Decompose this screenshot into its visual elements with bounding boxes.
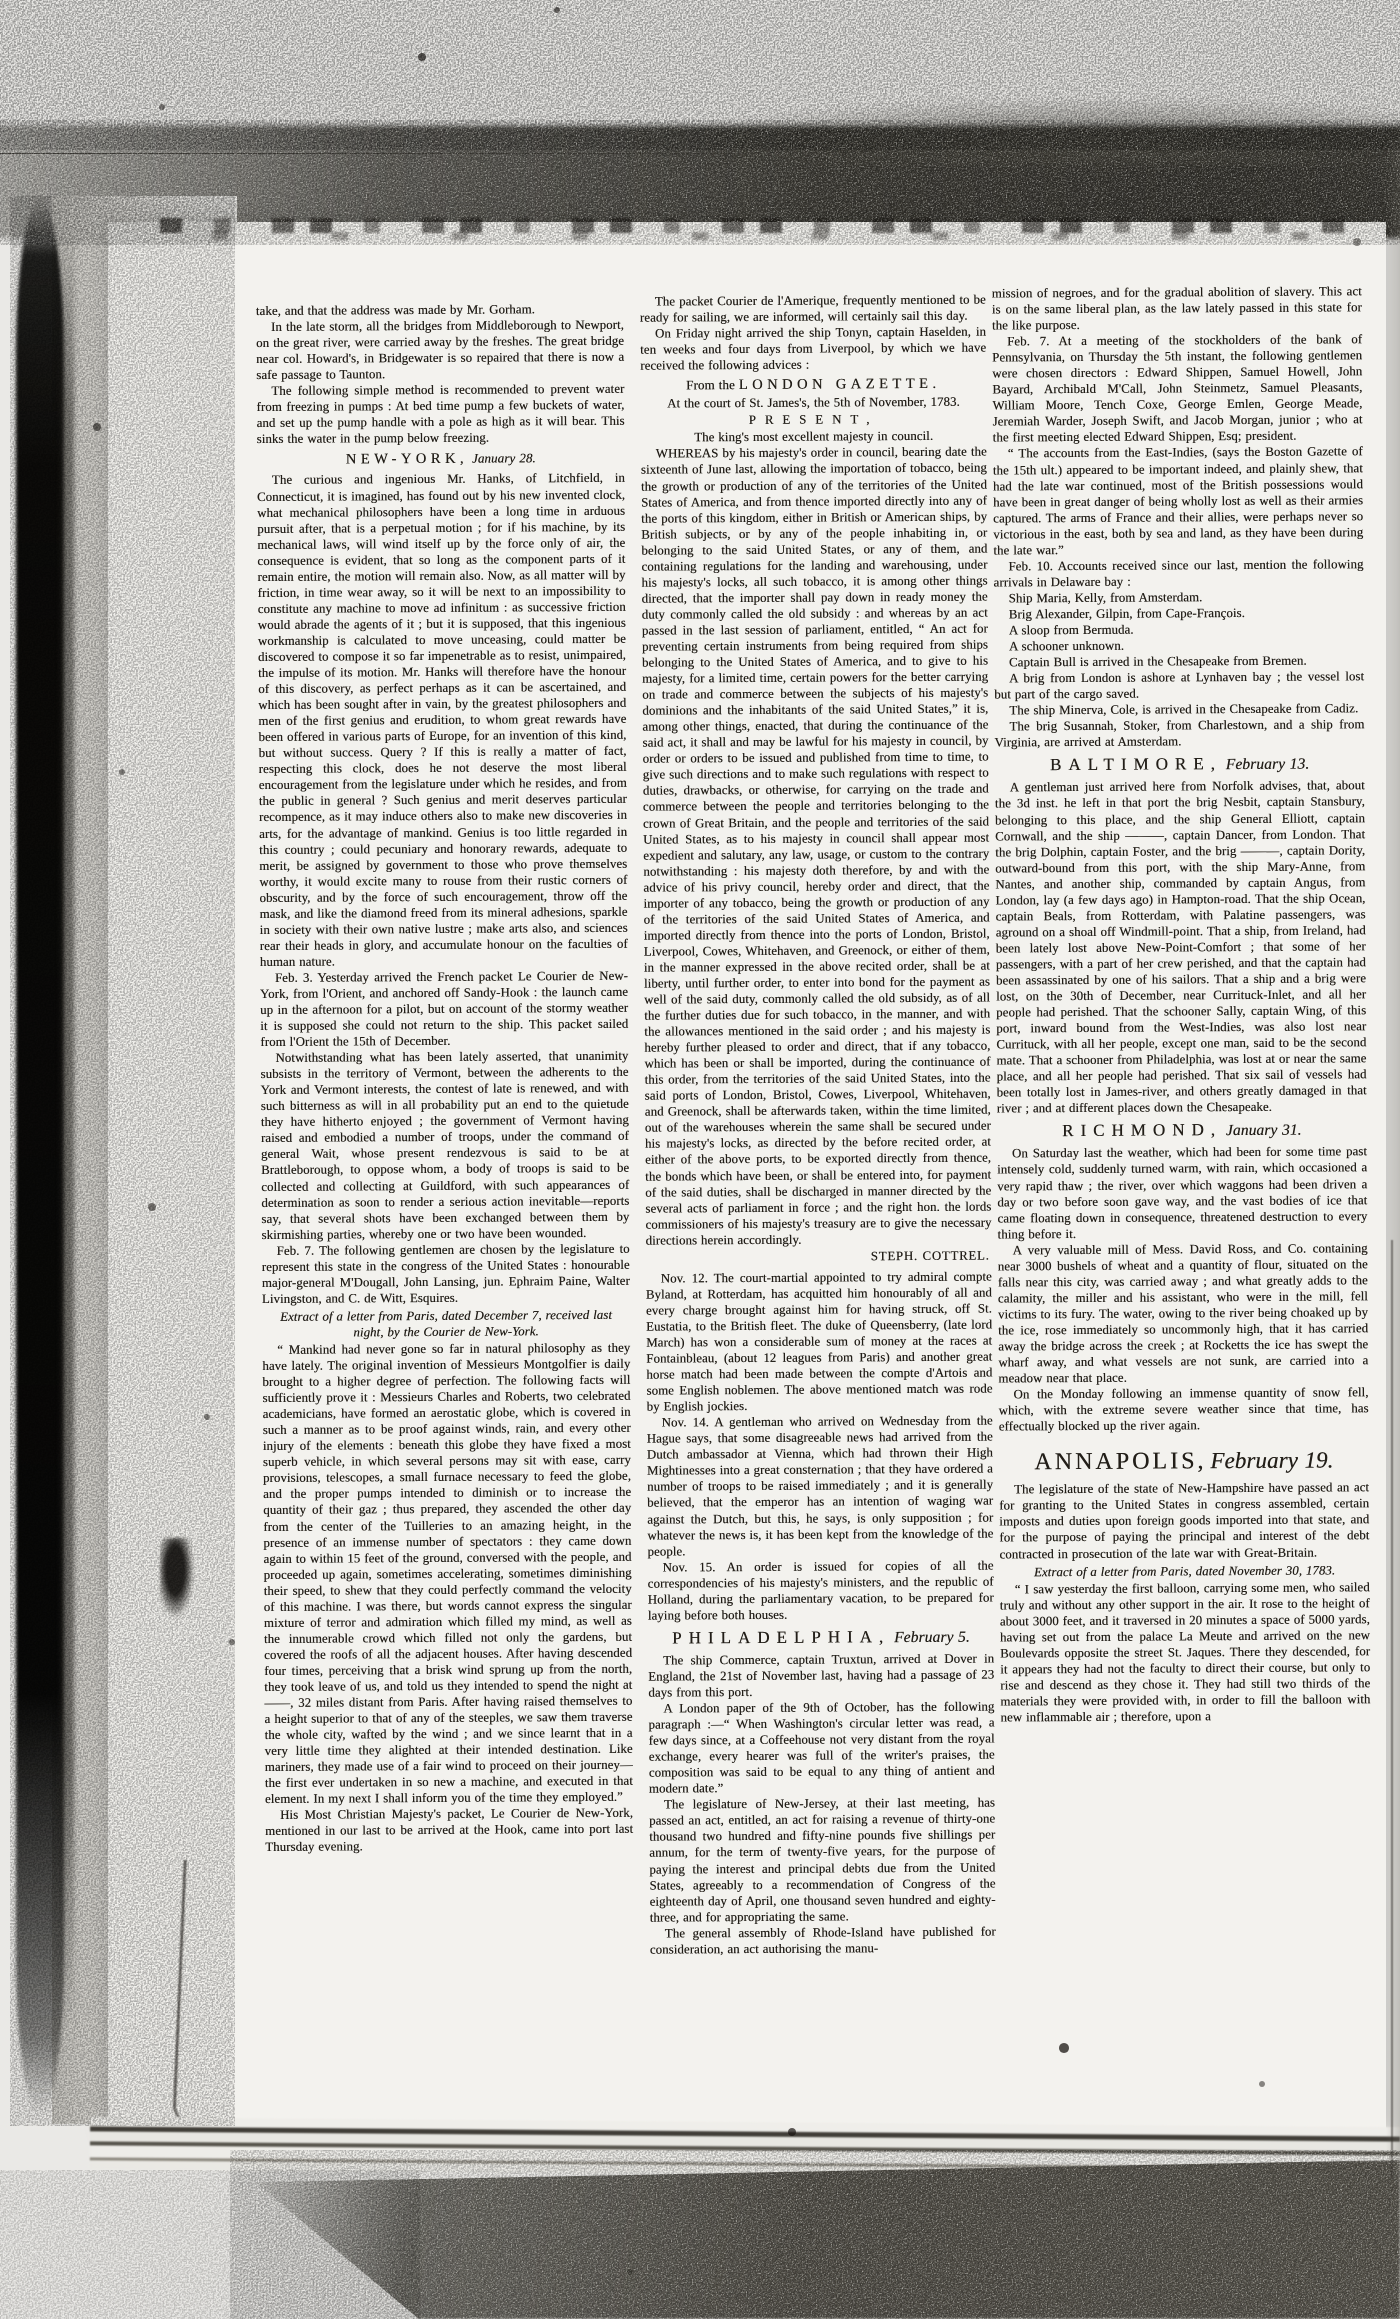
article-italic: Extract of a letter from Paris, dated December 7, received last night, by the Courier de New-York. bbox=[280, 1307, 612, 1340]
article-para: In the late storm, all the bridges from Middleborough to Newport, on the great river, were carried away by the freshes. The great bridge near col. Howard's, in Bridgewater is so repaired that there is now a safe passage to Taunton. bbox=[256, 317, 625, 383]
page-content bbox=[103, 218, 1393, 2138]
ink-blot bbox=[160, 1538, 194, 1618]
heading-city: BALTIMORE, bbox=[1049, 754, 1222, 775]
article-dateline-lg bbox=[648, 1628, 994, 1647]
article-para: Captain Bull is arrived in the Chesapeake from Bremen. bbox=[1008, 653, 1307, 670]
heading-date: January 31. bbox=[1225, 1122, 1302, 1140]
article-ship: A sloop from Bermuda. bbox=[1008, 622, 1134, 638]
article-para: On the Monday following an immense quantity of snow fell, which, with the extreme severe weather since that time, has effectually blocked up the river again. bbox=[998, 1385, 1369, 1434]
article-ship: A schooner unknown. bbox=[1008, 638, 1125, 654]
article-center: At the court of St. James's, the 5th of November, 1783. bbox=[667, 394, 960, 411]
newspaper-column-middle bbox=[640, 292, 996, 1958]
heading-city: RICHMOND, bbox=[1062, 1120, 1223, 1141]
heading-city: LONDON GAZETTE. bbox=[738, 376, 941, 394]
article-para: “ I saw yesterday the first balloon, carrying some men, who sailed truly and without any other support in the air. It rose to the height of about 3000 feet, and it traversed in 20 minutes a space of 5000 yards, having set out from the palace La Meute and arrived on the new Boulevards opposite the street St. Jaques. There they descended, for it appears they had not the faculty to direct their course, but only to rise and descend as they chose it. They had still two thirds of the materials they were provided with, in order to fill the balloon with new inflammable air ; therefore, upon a bbox=[999, 1579, 1371, 1725]
heading-city: ANNAPOLIS, bbox=[1034, 1448, 1207, 1476]
article-para: The legislature of the state of New-Hampshire have passed an act for granting to the United States in congress assembled, certain imposts and duties upon foreign goods imported into that state, and for the purpose of paying the principal and interest of the debt contracted in prosecution of the late war with Great-Britain. bbox=[999, 1480, 1370, 1561]
article-dateline bbox=[257, 450, 625, 468]
article-ship: Brig Alexander, Gilpin, from Cape-François. bbox=[1008, 605, 1245, 622]
heading-city: PHILADELPHIA, bbox=[672, 1626, 891, 1648]
article-para: A London paper of the 9th of October, has the following paragraph :—“ When Washington's circular letter was read, a few days since, at a Coffeehouse not very distant from the royal exchange, every hearer was full of the writer's praises, the composition was said to be equal to any thing of antient and modern date.” bbox=[648, 1699, 995, 1796]
heading-date: January 28. bbox=[471, 450, 536, 467]
article-para: WHEREAS by his majesty's order in council, bearing date the sixteenth of June last, allowing the importation of tobacco, being the growth or production of any of the territories of the United States of America, and from thence imported directly into any of the ports of this kingdom, either in British or American ships, by British subjects, or by any of the people inhabiting in, or belonging to the said United States, or any of them, and containing regulations for the landing and warehousing, under his majesty's locks, all such tobacco, it is among other things directed, that the importer shall pay down in ready money the duty commonly called the old subsidy : and whereas by an act passed in the last session of parliament, entitled, “ An act for preventing certain instruments from being required from ships belonging to the United States of America, and to give to his majesty, for a limited time, certain powers for the better carrying on trade and commerce between the subjects of his majesty's dominions and the inhabitants of the said United States,” it is, among other things, enacted, that during the continuance of the said act, it shall and may be lawful for his majesty in council, by order or orders to be issued and published from time to time, to give such directions and to make such regulations with respect to duties, drawbacks, or otherwise, for carrying on the trade and commerce between the people and territories belonging to the crown of Great Britain, and the people and territories of the said United States, as to his majesty in council shall appear most expedient and salutary, any law, usage, or custom to the contrary notwithstanding : his majesty doth therefore, by and with the advice of his privy council, hereby order and direct, that the importer of any tobacco, being the growth or production of any of the territories of the said United States of America, and imported directly from thence into the ports of London, Bristol, Liverpool, Cowes, Whitehaven, and Greenock, or either of them, in the manner expressed in the above recited order, shall be at liberty, until further order, to enter into bond for the payment as well of the said duty, commonly called the old subsidy, as of all the further duties due for such tobacco, in the manner, and with the allowances mentioned in the said order ; and his majesty is hereby further pleased to order and direct, that if any tobacco, which has been or shall be imported, during the continuance of this order, from the territories of the said United States, into the said ports of London, Bristol, Cowes, Liverpool, Whitehaven, and Greenock, shall be afterwards taken, within the time limited, out of the warehouses wherein the same shall be secured under his majesty's locks, as directed by the before recited order, at either of the above ports, to be exported directly from thence, the bonds which have been, or shall be entered into, for payment of the said duties, shall be discharged in manner directed by the several acts of parliament in force ; and the right hon. the lords commissioners of his majesty's treasury are to give the necessary directions herein accordingly. bbox=[640, 444, 992, 1248]
newspaper-column-left bbox=[256, 301, 633, 1856]
article-para: Feb. 3. Yesterday arrived the French packet Le Courier de New-York, from l'Orient, and anchored off Sandy-Hook : the launch came up in the afternoon for a pilot, but on account of the stormy weather it is supposed she could not return to the ship. This packet sailed from l'Orient the 15th of December. bbox=[259, 968, 629, 1050]
heading-pre: From the bbox=[686, 377, 735, 393]
article-para: The brig Susannah, Stoker, from Charlestown, and a ship from Virginia, are arrived at Amsterdam. bbox=[994, 717, 1365, 750]
article-dateline-xl bbox=[999, 1447, 1369, 1476]
newspaper-column-right bbox=[992, 283, 1371, 1725]
article-para: The legislature of New-Jersey, at their last meeting, has passed an act, entitled, an act for raising a revenue of thirty-one thousand two hundred and fifty-nine pounds five shillings per annum, for the term of twenty-five years, for the purpose of paying the interest and principal debts due from the United States, agreeably to a recommendation of Congress of the eighteenth day of April, one thousand seven hundred and eighty-three, and for appropriating the same. bbox=[649, 1795, 996, 1925]
article-cont: take, and that the address was made by Mr. Gorham. bbox=[255, 302, 535, 318]
article-spread: PRESENT, bbox=[748, 412, 879, 428]
article-cont: mission of negroes, and for the gradual abolition of slavery. This act is on the same liberal plan, as the law lately passed in this state for the like purpose. bbox=[991, 284, 1362, 333]
article-para: The packet Courier de l'Amerique, frequently mentioned to be ready for sailing, we are informed, will certainly sail this day. bbox=[639, 292, 986, 325]
article-italic: Extract of a letter from Paris, dated November 30, 1783. bbox=[1033, 1562, 1336, 1579]
article-para: A very valuable mill of Mess. David Ross, and Co. containing near 3000 bushels of wheat and a quantity of flour, situated on the falls near this city, was carried away ; and what greatly adds to the calamity, the miller and his assistant, who were in the mill, fell victims to its fury. The water, owing to the river being choaked up by the ice, rose immediately so uncommonly high, that it has carried away the bridge across the creek ; at Rocketts the ice has swept the wharf away, and what vessels are not sunk, are carried into a meadow near that place. bbox=[997, 1240, 1369, 1386]
dust-specks bbox=[0, 0, 4, 4]
book-bottom-edge-shadow bbox=[232, 2160, 1400, 2319]
article-para: Feb. 10. Accounts received since our last, mention the following arrivals in Delaware bay : bbox=[993, 557, 1364, 590]
article-para: “ Mankind had never gone so far in natural philosophy as they have lately. The original invention of Messieurs Montgolfier is daily brought to a higher degree of perfection. The following facts will sufficiently prove it : Messieurs Charles and Roberts, two celebrated academicians, have formed an aerostatic globe, which is covered in such a manner as to be proof against winds, rain, and every other injury of the elements : beneath this globe they have fixed a most superb vehicle, in which several persons may sit with ease, carry provisions, telescopes, a small furnace necessary to feed the globe, and the proper pumps intended to diminish or to increase the quantity of their gaz ; thus prepared, they ascended the other day from the center of the Tuilleries to an amazing height, in the presence of an immense number of spectators : they came down again to within 15 feet of the ground, conversed with the people, and proceeded up again, sometimes accelerating, sometimes diminishing their speed, to shew that they could perfectly command the velocity of this machine. I was there, but words cannot express the singular mixture of terror and admiration which filled my mind, as well as the innumerable crowd which filled not only the gardens, but covered the roofs of all the adjacent houses. After having descended four times, perceiving that a brisk wind sprung up from the north, they took leave of us, and told us they intended to spend the night at ——, 32 miles distant from Paris. After having raised themselves to a height superior to that of any of the steeples, we saw them traverse the whole city, wafted by the wind ; and we since learnt that in a very little time they alighted at their intended destination. Like mariners, they made use of a fair wind to proceed on their journey—the first ever undertaken in so new a machine, and executed in that element. In my next I shall inform you of the time they employed.” bbox=[262, 1340, 633, 1807]
article-para: The curious and ingenious Mr. Hanks, of Litchfield, in Connecticut, it is imagined, has found out by his new invented clock, what mechanical philosophers have been a long time in arduous pursuit after, that is a perpetual motion ; for if his machine, by its mechanical laws, will wind itself up by the force only of air, the consequence is evident, that so long as the component parts of it remain entire, the motion will remain also. Now, as all matter will by friction, in time wear away, so it will be next to an impossibility to constitute any machine to move ad infinitum : as successive friction would abrade the agents of it ; but it is supposed, that this ingenious workmanship is calculated to move unceasing, could matter be discovered to compose it so far impenetrable as to resist, unimpaired, the impulse of its motion. Mr. Hanks will therefore have the honour of this discovery, as perfect perhaps as it can be ascertained, and which has been sought after in vain, by the greatest philosophers and men of the first genius and erudition, to whom great rewards have been offered in various parts of Europe, for an invention of this kind, but without success. Query ? If this is really a matter of fact, respecting this clock, does he not deserve the most liberal encouragement from the legislature under which he resides, and from the public in general ? Such genius and merit deserves particular recompence, as it may induce others also to make new discoveries in arts, for the advantage of mankind. Genius is too little regarded in this country ; could pecuniary and honorary rewards, adequate to merit, be assigned by government to those who prove themselves worthy, it would excite many to rouse from their rustic corners of obscurity, and by the force of such encouragement, throw off the mask, and like the diamond freed from its mineral adhesions, sparkle in society with their own native lustre ; make arts also, and sciences rear their heads in glory, and accumulate honour on the faculties of human nature. bbox=[256, 471, 628, 969]
article-center: The king's most excellent majesty in council. bbox=[694, 429, 934, 445]
article-para: On Saturday last the weather, which had been for some time past intensely cold, suddenly turned warm, with rain, which occasioned a very rapid thaw ; the river, over which waggons had been driven a day or two before soon gave way, and the vast bodies of ice that came floating down in consequence, threatened destruction to every thing before it. bbox=[997, 1144, 1368, 1242]
heading-date: February 5. bbox=[894, 1628, 970, 1646]
article-para: The ship Minerva, Cole, is arrived in the Chesapeake from Cadiz. bbox=[1009, 701, 1359, 718]
article-dateline-lg bbox=[997, 1122, 1367, 1141]
article-para: On Friday night arrived the ship Tonyn, captain Haselden, in ten weeks and four days from Liverpool, by which we have received the following advices : bbox=[640, 324, 987, 373]
article-para: Nov. 15. An order is issued for copies of all the correspondencies of his majesty's ministers, and the republic of Holland, during the parliamentary vacation, to be prepared for laying before both houses. bbox=[647, 1558, 994, 1623]
heading-city: NEW-YORK, bbox=[345, 451, 469, 468]
article-para: His Most Christian Majesty's packet, Le Courier de New-York, mentioned in our last to be arrived at the Hook, came into port last Thursday evening. bbox=[265, 1806, 634, 1855]
article-dateline-lg bbox=[995, 756, 1365, 775]
article-para: Notwithstanding what has been lately asserted, that unanimity subsists in the territory of Vermont, between the adherents to the York and Vermont interests, the contest of late is renewed, and with such bitterness as will in all probability put an end to the quietude they have hitherto enjoyed ; the government of Vermont having raised and embodied a number of troops, under the command of general Wait, whose present rendezvous is said to be at Brattleborough, to oppose whom, a body of troops is said to be collected and collecting at Guildford, with such appearances of determination as soon to render a serious action inevitable—reports say, that several shots have been exchanged between them by skirmishing parties, whereby one or two have been wounded. bbox=[260, 1048, 630, 1242]
article-para: The ship Commerce, captain Truxtun, arrived at Dover in England, the 21st of November last, having had a passage of 23 days from this port. bbox=[648, 1651, 995, 1700]
article-sig: STEPH. COTTREL. bbox=[870, 1248, 990, 1264]
article-para: Nov. 14. A gentleman who arrived on Wednesday from the Hague says, that some disagreeable news had arrived from the Dutch ambassador at Vienna, which had thrown their High Mightinesses into a great consternation ; that they have ordered a number of troops to be raised immediately ; and it is generally believed, that the emperor has an intention of waging war against the Dutch, but this, he says, is only supposition ; for whatever the news is, it has been kept from the knowledge of the people. bbox=[646, 1413, 994, 1559]
article-para: Feb. 7. At a meeting of the stockholders of the bank of Pennsylvania, on Thursday the 5th instant, the following gentlemen were chosen directors : Edward Shippen, Samuel Howell, John Bayard, Archibald M'Call, John Steinmetz, Samuel Pleasants, William Moore, Tench Coxe, George Emlen, George Meade, Jeremiah Warder, Joseph Swift, and Jacob Morgan, junior ; who at the first meeting elected Edward Shippen, Esq; president. bbox=[992, 332, 1363, 445]
article-para: The general assembly of Rhode-Island have published for consideration, an act authorising the manu- bbox=[649, 1924, 996, 1957]
right-edge-shade bbox=[1386, 140, 1400, 2180]
book-binding-crease bbox=[60, 230, 74, 2030]
article-para: Nov. 12. The court-martial appointed to try admiral compte Byland, at Rotterdam, has acquitted him honourably of all and every charge brought against him for having struck, off St. Eustatia, to the British fleet. The duke of Queensberry, (late lord March) has won a considerable sum of money at the races at Fontainbleau, (about 12 leagues from Paris) and another great horse match had been made between the compte d'Artois and some English noblemen. The above mentioned match was rode by English jockies. bbox=[645, 1269, 993, 1414]
article-gazette bbox=[640, 376, 986, 394]
heading-date: February 19. bbox=[1210, 1447, 1334, 1474]
article-para: “ The accounts from the East-Indies, (says the Boston Gazette of the 15th ult.) appeared to be important indeed, and plainly shew, that had the late war continued, most of the British possessions would have been in great danger of being wholly lost as well as their armies captured. The arms of France and their allies, were perhaps never so victorious in the east, both by sea and land, as they have been during the late war.” bbox=[992, 444, 1364, 558]
article-para: A brig from London is ashore at Lynhaven bay ; the vessel lost but part of the cargo saved. bbox=[994, 669, 1365, 702]
heading-date: February 13. bbox=[1225, 755, 1310, 774]
article-para: A gentleman just arrived here from Norfolk advises, that, about the 3d inst. he left in that port the brig Nesbit, captain Stansbury, belonging to this place, and the ship General Elliott, captain Cornwall, and the ship ———, captain Dancer, from London. That the brig Dolphin, captain Foster, and the brig ———, captain Dority, outward-bound from this port, with the ship Mary-Anne, from Nantes, and another ship, commanded by captain Angus, from London, lay (a few days ago) in Hampton-road. That the ship Ocean, captain Beals, from Rotterdam, with Palatine passengers, was aground on a shoal off Windmill-point. That a ship, from Ireland, had been lately lost above New-Point-Comfort ; that some of her passengers, with a part of her crew perished, and that the captain had been assassinated by one of his sailors. That a ship and a brig were lost, on the 30th of December, near Currituck-Inlet, and all her people had perished. That the schooner Sally, captain Wing, of this port, inward bound from the West-Indies, was also lost near Currituck, with all her people, except one man, said to be the second mate. That a schooner from Philadelphia, was lost at or near the same place, and all her people had perished. That six sail of vessels had been totally lost in James-river, and others greatly damaged in that river ; and at different places down the Chesapeake. bbox=[994, 778, 1367, 1116]
book-binding-shadow bbox=[16, 198, 64, 2116]
article-ship: Ship Maria, Kelly, from Amsterdam. bbox=[1008, 590, 1203, 606]
newspaper-page bbox=[108, 222, 1386, 2134]
article-para: Feb. 7. The following gentlemen are chosen by the legislature to represent this state in the congress of the United States : honourable major-general M'Dougall, John Lansing, jun. Ephraim Paine, Walter Livingston, and C. de Witt, Esquires. bbox=[261, 1241, 630, 1306]
book-top-edge-shadow-blob bbox=[620, 96, 1400, 166]
article-para: The following simple method is recommended to prevent water from freezing in pumps : At bed time pump a few buckets of water, and set up the pump handle with a pole as high as it will bear. This sinks the water in the pump below freezing. bbox=[256, 381, 625, 447]
